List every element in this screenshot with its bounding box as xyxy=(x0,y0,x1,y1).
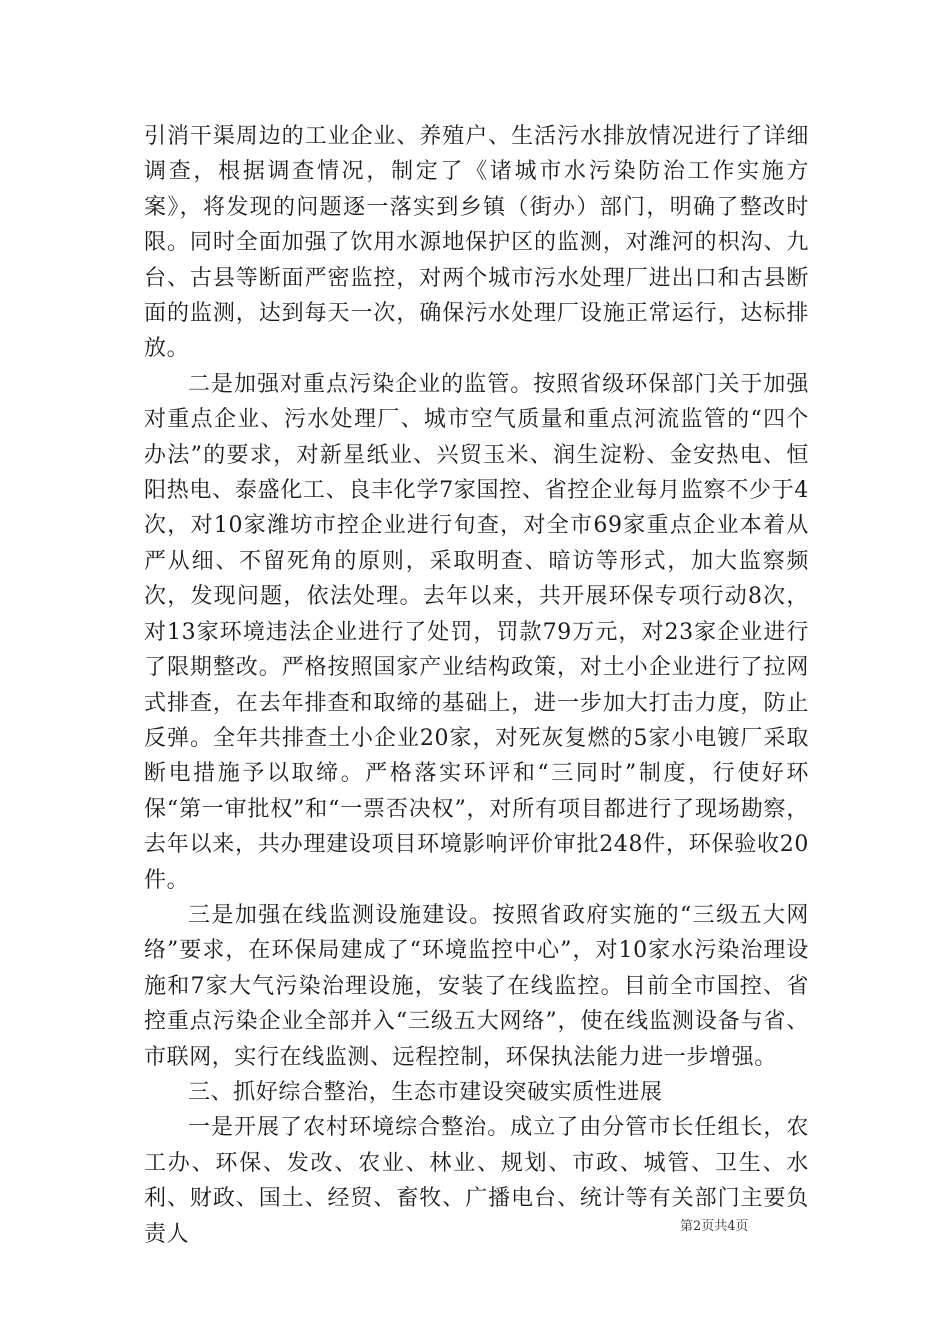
paragraph-rural-environment: 一是开展了农村环境综合整治。成立了由分管市长任组长，农工办、环保、发改、农业、林业、规划、市政、城管、卫生、水利、财政、国土、经贸、畜牧、广播电台、统计等有关部门主要负责人 xyxy=(144,1115,809,1247)
paragraph-enterprise-supervision: 二是加强对重点污染企业的监管。按照省级环保部门关于加强对重点企业、污水处理厂、城市空气质量和重点河流监管的“四个办法”的要求，对新星纸业、兴贸玉米、润生淀粉、金安热电、恒阳热电、泰盛化工、良丰化学7家国控、省控企业每月监察不少于4次，对10家潍坊市控企业进行旬查，对全市69家重点企业本着从严从细、不留死角的原则，采取明查、暗访等形式，加大监察频次，发现问题，依法处理。去年以来，共开展环保专项行动8次，对13家环境违法企业进行了处罚，罚款79万元，对23家企业进行了限期整改。严格按照国家产业结构政策，对土小企业进行了拉网式排查，在去年排查和取缔的基础上，进一步加大打击力度，防止反弹。全年共排查土小企业20家，对死灰复燃的5家小电镀厂采取断电措施予以取缔。严格落实环评和“三同时”制度，行使好环保“第一审批权”和“一票否决权”，对所有项目都进行了现场勘察，去年以来，共办理建设项目环境影响评价审批248件，环保验收20件。 xyxy=(144,371,809,893)
page-number-footer: 第2页共4页 xyxy=(680,1219,749,1234)
paragraph-online-monitoring: 三是加强在线监测设施建设。按照省政府实施的“三级五大网络”要求，在环保局建成了“环境监控中心”，对10家水污染治理设施和7家大气污染治理设施，安装了在线监控。目前全市国控、省控重点污染企业全部并入“三级五大网络”，使在线监测设备与省、市联网，实行在线监测、远程控制，环保执法能力进一步增强。 xyxy=(144,902,809,1070)
section-heading: 三、抓好综合整治，生态市建设突破实质性进展 xyxy=(188,1079,663,1105)
document-body xyxy=(144,119,809,1252)
paragraph-continuation: 引消干渠周边的工业企业、养殖户、生活污水排放情况进行了详细调查，根据调查情况，制定了《诸城市水污染防治工作实施方案》，将发现的问题逐一落实到乡镇（街办）部门，明确了整改时限。同时全面加强了饮用水源地保护区的监测，对潍河的枳沟、九台、古县等断面严密监控，对两个城市污水处理厂进出口和古县断面的监测，达到每天一次，确保污水处理厂设施正常运行，达标排放。 xyxy=(144,124,809,362)
